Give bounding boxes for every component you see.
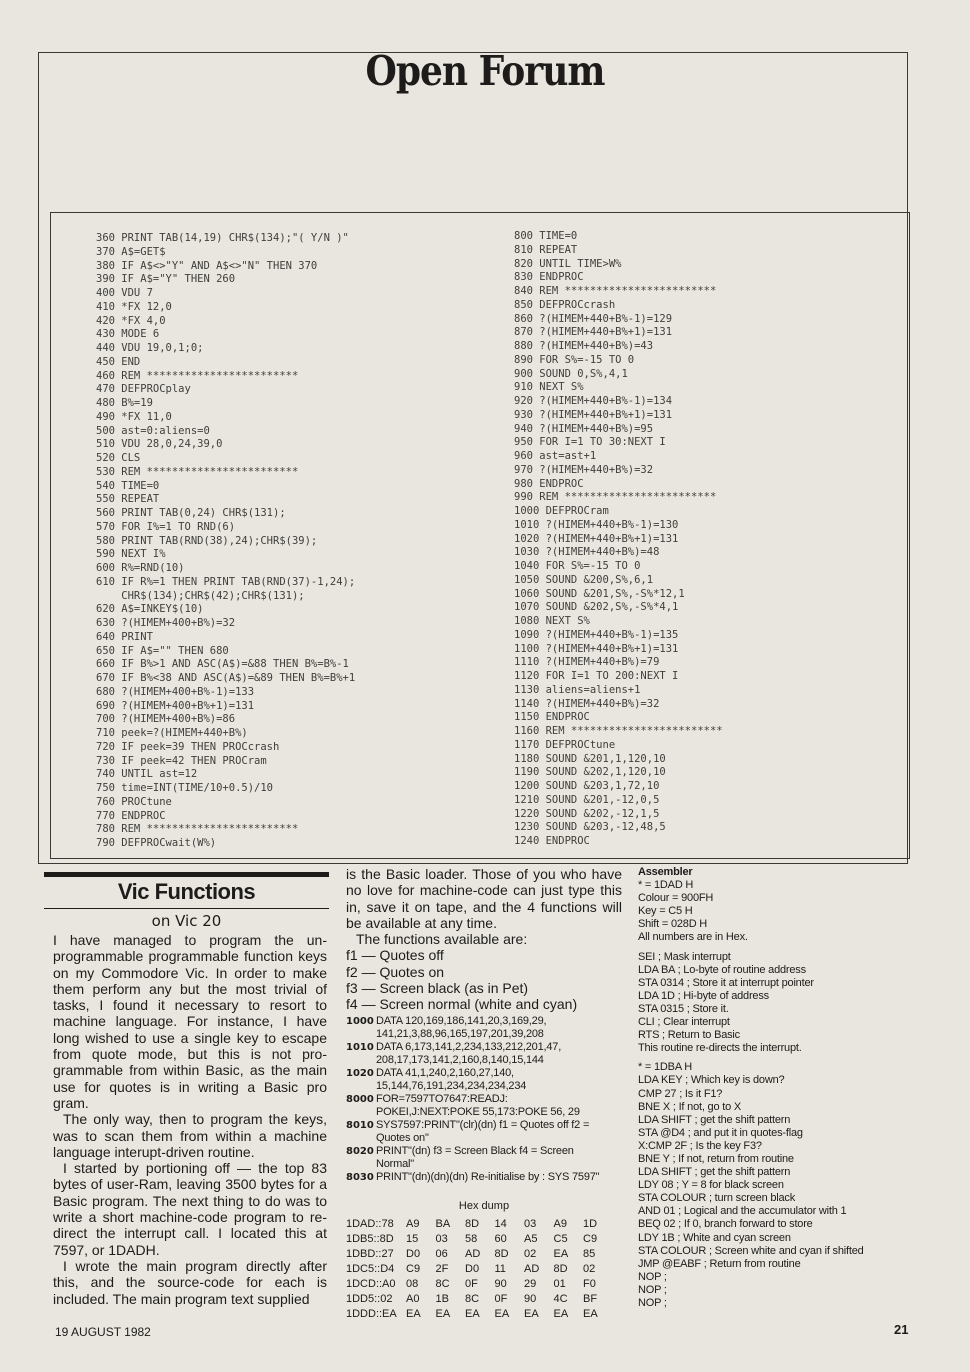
hex-address: 1DC5::D4 bbox=[346, 1263, 395, 1275]
code-line: 390 IF A$="Y" THEN 260 bbox=[96, 273, 236, 286]
line-number: 1000 bbox=[346, 1015, 374, 1027]
code-line: 1020 ?(HIMEM+440+B%+1)=131 bbox=[514, 532, 679, 545]
code-line: 720 IF peek=39 THEN PROCcrash bbox=[96, 740, 280, 753]
hex-byte: 8D bbox=[465, 1218, 480, 1230]
code-line: 430 MODE 6 bbox=[96, 328, 160, 341]
hex-address: 1DDD::EA bbox=[346, 1308, 397, 1320]
assembler-line: LDA SHIFT ; get the shift pattern bbox=[638, 1113, 791, 1126]
code-line: 1090 ?(HIMEM+440+B%-1)=135 bbox=[514, 628, 679, 641]
table-row bbox=[346, 1277, 613, 1292]
code-line: 860 ?(HIMEM+440+B%-1)=129 bbox=[514, 312, 673, 325]
article-column-1 bbox=[53, 932, 327, 1307]
hex-byte: 2F bbox=[435, 1263, 449, 1275]
assembler-title: Assembler bbox=[638, 866, 693, 878]
hex-byte: 01 bbox=[553, 1278, 566, 1290]
code-line: 790 DEFPROCwait(W%) bbox=[96, 837, 217, 849]
basic-listing-left bbox=[96, 232, 355, 851]
hex-byte: D0 bbox=[406, 1248, 421, 1260]
code-line: 1140 ?(HIMEM+440+B%)=32 bbox=[514, 697, 660, 710]
code-line: 1120 FOR I=1 TO 200:NEXT I bbox=[514, 670, 679, 682]
hex-byte: 8D bbox=[553, 1263, 568, 1275]
loader-line bbox=[346, 1132, 622, 1145]
hex-byte: 1B bbox=[435, 1293, 449, 1305]
assembler-line: SEI ; Mask interrupt bbox=[638, 950, 731, 963]
hex-address: 1DBD::27 bbox=[346, 1248, 394, 1260]
code-line: 810 REPEAT bbox=[514, 243, 578, 256]
code-line: CHR$(134);CHR$(42);CHR$(131); bbox=[96, 589, 305, 602]
hex-byte: EA bbox=[435, 1308, 451, 1320]
hex-byte: 06 bbox=[435, 1248, 448, 1260]
line-number: 8020 bbox=[346, 1145, 374, 1157]
hex-byte: 60 bbox=[494, 1233, 507, 1245]
line-number: 8010 bbox=[346, 1119, 374, 1131]
loader-line bbox=[346, 1080, 622, 1093]
code-line: 600 R%=RND(10) bbox=[96, 562, 185, 574]
code-line: 460 REM ************************ bbox=[96, 369, 299, 382]
code-line: 650 IF A$="" THEN 680 bbox=[96, 644, 229, 657]
hex-byte: EA bbox=[494, 1308, 510, 1320]
assembler-block-2 bbox=[638, 1061, 893, 1310]
line-text: PRINT"(dn)(dn)(dn) Re-initialise by : SYS 7597" bbox=[376, 1170, 600, 1183]
code-line: 470 DEFPROCplay bbox=[96, 383, 191, 396]
code-line: 730 IF peek=42 THEN PROCram bbox=[96, 754, 267, 767]
code-line: 620 A$=INKEY$(10) bbox=[96, 603, 204, 616]
list-item: f4 — Screen normal (white and cyan) bbox=[346, 996, 578, 1013]
code-line: 870 ?(HIMEM+440+B%+1)=131 bbox=[514, 326, 673, 339]
hex-byte: 29 bbox=[524, 1278, 537, 1290]
paragraph: I started by portioning off — the top 83 bytes of user-Ram, leaving 3500 bytes for a Basic program. The next thing to do was to write a short machine-code program to re-direct the interrupt call. I located this at 7597, or 1DADH. bbox=[53, 1160, 327, 1258]
code-line: 1150 ENDPROC bbox=[514, 711, 590, 724]
loader-line bbox=[346, 1093, 622, 1106]
table-row bbox=[346, 1247, 613, 1262]
hex-byte: 58 bbox=[465, 1233, 478, 1245]
line-number: 8030 bbox=[346, 1171, 374, 1183]
code-line: 700 ?(HIMEM+400+B%)=86 bbox=[96, 713, 236, 726]
code-line: 670 IF B%<38 AND ASC(A$)=&89 THEN B%=B%+1 bbox=[96, 672, 356, 684]
paragraph: I have managed to program the un-programmable programmable function keys on my Commodore Vic. In order to make them perform any but the most trivial of tasks, I found it necessary to resort to machine language. For instance, I have long wished to use a single key to escape from quote mode, but this is not pro-grammable from within Basic, as the main use for quotes is in writing a Basic pro gram. bbox=[53, 932, 327, 1111]
code-line: 770 ENDPROC bbox=[96, 809, 166, 822]
code-line: 1010 ?(HIMEM+440+B%-1)=130 bbox=[514, 518, 679, 531]
line-text: Normal" bbox=[376, 1157, 414, 1170]
line-text: 208,17,173,141,2,160,8,140,15,144 bbox=[376, 1053, 544, 1066]
code-line: 990 REM ************************ bbox=[514, 491, 717, 504]
paragraph: The only way, then to program the keys, was to scan them from within a machine language interupt-driven routine. bbox=[53, 1111, 327, 1160]
code-line: 1100 ?(HIMEM+440+B%+1)=131 bbox=[514, 642, 679, 655]
code-line: 520 CLS bbox=[96, 452, 141, 464]
assembler-line: RTS ; Return to Basic bbox=[638, 1029, 740, 1042]
hex-byte: 8C bbox=[465, 1293, 480, 1305]
assembler-block-1 bbox=[638, 951, 893, 1056]
line-number bbox=[346, 1028, 376, 1041]
assembler-line: STA COLOUR ; Screen white and cyan if shifted bbox=[638, 1244, 864, 1257]
code-line: 880 ?(HIMEM+440+B%)=43 bbox=[514, 340, 654, 352]
paragraph: The functions available are: bbox=[356, 931, 528, 948]
code-line: 500 ast=0:aliens=0 bbox=[96, 424, 210, 437]
hex-byte: EA bbox=[583, 1308, 598, 1320]
basic-loader-listing bbox=[346, 1015, 622, 1184]
code-line: 1000 DEFPROCram bbox=[514, 505, 609, 517]
assembler-line: STA @D4 ; and put it in quotes-flag bbox=[638, 1126, 803, 1139]
function-list bbox=[346, 947, 622, 1012]
line-number bbox=[346, 1132, 376, 1145]
assembler-line: LDY 1B ; White and cyan screen bbox=[638, 1231, 791, 1244]
hex-dump-table bbox=[346, 1217, 613, 1322]
hex-byte: 0F bbox=[494, 1293, 508, 1305]
code-line: 890 FOR S%=-15 TO 0 bbox=[514, 353, 635, 366]
article-column-2 bbox=[346, 866, 622, 1184]
hex-byte: 14 bbox=[494, 1218, 507, 1230]
loader-line bbox=[346, 1106, 622, 1119]
hex-address: 1DCD::A0 bbox=[346, 1278, 396, 1290]
page-number: 21 bbox=[894, 1322, 909, 1337]
line-text: PRINT"(dn) f3 = Screen Black f4 = Screen bbox=[376, 1144, 574, 1157]
assembler-line: BNE X ; If not, go to X bbox=[638, 1100, 742, 1113]
code-line: 590 NEXT I% bbox=[96, 548, 166, 561]
hex-byte: EA bbox=[406, 1308, 421, 1320]
assembler-line: LDA BA ; Lo-byte of routine address bbox=[638, 963, 806, 976]
hex-address: 1DAD::78 bbox=[346, 1218, 394, 1230]
hex-byte: C5 bbox=[553, 1233, 568, 1245]
list-item: f2 — Quotes on bbox=[346, 963, 445, 980]
loader-line bbox=[346, 1067, 622, 1080]
code-line: 570 FOR I%=1 TO RND(6) bbox=[96, 520, 236, 533]
list-item: f1 — Quotes off bbox=[346, 947, 444, 964]
code-line: 930 ?(HIMEM+440+B%+1)=131 bbox=[514, 408, 673, 421]
code-line: 1030 ?(HIMEM+440+B%)=48 bbox=[514, 546, 660, 559]
hex-byte: EA bbox=[553, 1308, 569, 1320]
code-line: 380 IF A$<>"Y" AND A$<>"N" THEN 370 bbox=[96, 259, 318, 272]
assembler-line: All numbers are in Hex. bbox=[638, 931, 748, 944]
assembler-line: * = 1DAD H bbox=[638, 879, 694, 892]
assembler-line: BEQ 02 ; If 0, branch forward to store bbox=[638, 1218, 813, 1231]
hex-byte: AD bbox=[524, 1263, 540, 1275]
code-line: 410 *FX 12,0 bbox=[96, 300, 172, 313]
paragraph: is the Basic loader. Those of you who have no love for machine-code can just type this in, save it on tape, and the 4 functions will be available at any time. bbox=[346, 866, 622, 931]
hex-byte: F0 bbox=[583, 1278, 596, 1290]
assembler-line: STA 0315 ; Store it. bbox=[638, 1002, 729, 1015]
hex-byte: A0 bbox=[406, 1293, 420, 1305]
assembler-line: LDA KEY ; Which key is down? bbox=[638, 1074, 785, 1087]
article-subtitle: on Vic 20 bbox=[151, 912, 222, 930]
hex-byte: BA bbox=[435, 1218, 451, 1230]
code-line: 610 IF R%=1 THEN PRINT TAB(RND(37)-1,24); bbox=[96, 575, 356, 588]
table-row bbox=[346, 1307, 613, 1322]
code-line: 840 REM ************************ bbox=[514, 285, 717, 297]
hex-address: 1DB5::8D bbox=[346, 1233, 394, 1245]
assembler-line: NOP ; bbox=[638, 1283, 667, 1296]
loader-line bbox=[346, 1028, 622, 1041]
loader-line bbox=[346, 1119, 622, 1132]
list-item: f3 — Screen black (as in Pet) bbox=[346, 980, 529, 997]
heading-rule bbox=[44, 908, 329, 909]
code-line: 490 *FX 11,0 bbox=[96, 410, 172, 423]
hex-byte: BF bbox=[583, 1293, 598, 1305]
code-line: 960 ast=ast+1 bbox=[514, 450, 597, 462]
basic-listing-right bbox=[514, 230, 723, 849]
hex-byte: 08 bbox=[406, 1278, 419, 1290]
hex-address: 1DD5::02 bbox=[346, 1293, 393, 1305]
code-line: 1220 SOUND &202,-12,1,5 bbox=[514, 807, 660, 820]
code-line: 660 IF B%>1 AND ASC(A$)=&88 THEN B%=B%-1 bbox=[96, 658, 349, 671]
code-line: 480 B%=19 bbox=[96, 397, 153, 409]
line-text: DATA 41,1,240,2,160,27,140, bbox=[376, 1066, 514, 1079]
line-text: DATA 6,173,141,2,234,133,212,201,47, bbox=[376, 1040, 562, 1053]
code-line: 510 VDU 28,0,24,39,0 bbox=[96, 438, 223, 451]
code-line: 940 ?(HIMEM+440+B%)=95 bbox=[514, 422, 654, 435]
line-number bbox=[346, 1054, 376, 1067]
hex-byte: A9 bbox=[406, 1218, 420, 1230]
hex-dump-title: Hex dump bbox=[458, 1200, 510, 1212]
heading-bar bbox=[44, 872, 329, 877]
line-text: FOR=7597TO7647:READJ: bbox=[376, 1092, 508, 1105]
assembler-line: This routine re-directs the interrupt. bbox=[638, 1042, 802, 1055]
hex-byte: EA bbox=[465, 1308, 480, 1320]
assembler-line: LDA SHIFT ; get the shift pattern bbox=[638, 1166, 791, 1179]
assembler-header bbox=[638, 879, 893, 944]
assembler-line: NOP ; bbox=[638, 1270, 667, 1283]
code-line: 540 TIME=0 bbox=[96, 479, 160, 492]
hex-byte: A9 bbox=[553, 1218, 567, 1230]
assembler-line: NOP ; bbox=[638, 1297, 667, 1309]
code-line: 440 VDU 19,0,1;0; bbox=[96, 342, 204, 354]
assembler-line: AND 01 ; Logical and the accumulator with 1 bbox=[638, 1205, 847, 1218]
code-line: 900 SOUND 0,S%,4,1 bbox=[514, 367, 628, 380]
masthead: Open Forum bbox=[365, 46, 605, 96]
code-line: 640 PRINT bbox=[96, 630, 153, 643]
line-number: 1020 bbox=[346, 1067, 374, 1079]
hex-byte: 90 bbox=[524, 1293, 537, 1305]
line-text: 15,144,76,191,234,234,234,234 bbox=[376, 1079, 527, 1092]
code-line: 680 ?(HIMEM+400+B%-1)=133 bbox=[96, 685, 255, 698]
code-line: 370 A$=GET$ bbox=[96, 245, 166, 258]
issue-date: 19 AUGUST 1982 bbox=[55, 1325, 151, 1339]
code-line: 580 PRINT TAB(RND(38),24);CHR$(39); bbox=[96, 534, 318, 547]
code-line: 850 DEFPROCcrash bbox=[514, 298, 616, 311]
code-line: 830 ENDPROC bbox=[514, 271, 584, 284]
line-text: 141,21,3,88,96,165,197,201,39,208 bbox=[376, 1027, 544, 1040]
hex-byte: 8D bbox=[494, 1248, 509, 1260]
assembler-line: JMP @EABF ; Return from routine bbox=[638, 1257, 801, 1270]
article-title: Vic Functions bbox=[117, 879, 256, 904]
code-line: 1130 aliens=aliens+1 bbox=[514, 683, 641, 696]
code-line: 400 VDU 7 bbox=[96, 287, 153, 299]
code-line: 560 PRINT TAB(0,24) CHR$(131); bbox=[96, 507, 286, 519]
hex-byte: D0 bbox=[465, 1263, 480, 1275]
code-line: 760 PROCtune bbox=[96, 795, 172, 808]
line-text: DATA 120,169,186,141,20,3,169,29, bbox=[376, 1014, 547, 1027]
code-line: 1170 DEFPROCtune bbox=[514, 738, 616, 751]
code-line: 550 REPEAT bbox=[96, 493, 160, 506]
code-line: 710 peek=?(HIMEM+440+B%) bbox=[96, 727, 248, 739]
hex-byte: AD bbox=[465, 1248, 481, 1260]
line-number bbox=[346, 1158, 376, 1171]
hex-byte: C9 bbox=[406, 1263, 421, 1275]
hex-byte: C9 bbox=[583, 1233, 598, 1245]
loader-line bbox=[346, 1041, 622, 1054]
code-line: 1230 SOUND &203,-12,48,5 bbox=[514, 821, 666, 834]
code-line: 1040 FOR S%=-15 TO 0 bbox=[514, 560, 641, 572]
hex-byte: 02 bbox=[524, 1248, 537, 1260]
code-line: 780 REM ************************ bbox=[96, 823, 299, 836]
code-line: 910 NEXT S% bbox=[514, 381, 584, 394]
code-line: 1210 SOUND &201,-12,0,5 bbox=[514, 793, 660, 806]
loader-line bbox=[346, 1145, 622, 1158]
line-number bbox=[346, 1080, 376, 1093]
hex-byte: 8C bbox=[435, 1278, 450, 1290]
assembler-line: LDA 1D ; Hi-byte of address bbox=[638, 989, 769, 1002]
assembler-line: * = 1DBA H bbox=[638, 1061, 692, 1074]
code-line: 1200 SOUND &203,1,72,10 bbox=[514, 780, 660, 792]
code-line: 1110 ?(HIMEM+440+B%)=79 bbox=[514, 656, 660, 669]
code-line: 970 ?(HIMEM+440+B%)=32 bbox=[514, 463, 654, 476]
hex-byte: EA bbox=[524, 1308, 539, 1320]
code-line: 1240 ENDPROC bbox=[514, 835, 590, 847]
assembler-line: Colour = 900FH bbox=[638, 892, 714, 905]
hex-byte: A5 bbox=[524, 1233, 538, 1245]
code-line: 950 FOR I=1 TO 30:NEXT I bbox=[514, 436, 666, 449]
table-row bbox=[346, 1217, 613, 1232]
code-line: 820 UNTIL TIME>W% bbox=[514, 257, 622, 270]
assembler-line: STA 0314 ; Store it at interrupt pointer bbox=[638, 976, 814, 989]
hex-byte: 90 bbox=[494, 1278, 507, 1290]
table-row bbox=[346, 1232, 613, 1247]
assembler-line: LDY 08 ; Y = 8 for black screen bbox=[638, 1179, 784, 1192]
line-number bbox=[346, 1106, 376, 1119]
loader-line bbox=[346, 1171, 622, 1184]
code-line: 1080 NEXT S% bbox=[514, 615, 590, 627]
assembler-line: Key = C5 H bbox=[638, 905, 693, 918]
code-line: 750 time=INT(TIME/10+0.5)/10 bbox=[96, 782, 274, 794]
line-number: 1010 bbox=[346, 1041, 374, 1053]
hex-byte: 1D bbox=[583, 1218, 598, 1230]
code-line: 1070 SOUND &202,S%,-S%*4,1 bbox=[514, 601, 679, 614]
assembler-line: X:CMP 2F ; Is the key F3? bbox=[638, 1139, 762, 1152]
paragraph: I wrote the main program directly after this, and the source-code for each is included. The main program text supplied bbox=[53, 1257, 327, 1307]
hex-byte: 15 bbox=[406, 1233, 419, 1245]
code-line: 690 ?(HIMEM+400+B%+1)=131 bbox=[96, 699, 255, 712]
assembler-line: STA COLOUR ; turn screen black bbox=[638, 1192, 796, 1205]
code-line: 740 UNTIL ast=12 bbox=[96, 768, 198, 781]
assembler-line: BNE Y ; If not, return from routine bbox=[638, 1152, 794, 1165]
hex-byte: 0F bbox=[465, 1278, 478, 1290]
code-line: 1060 SOUND &201,S%,-S%*12,1 bbox=[514, 587, 685, 600]
hex-byte: 03 bbox=[524, 1218, 537, 1230]
assembler-line: Shift = 028D H bbox=[638, 918, 708, 931]
assembler-column bbox=[638, 866, 893, 1310]
hex-byte: 02 bbox=[583, 1263, 596, 1275]
hex-byte: 03 bbox=[435, 1233, 448, 1245]
hex-byte: 85 bbox=[583, 1248, 596, 1260]
table-row bbox=[346, 1292, 613, 1307]
line-text: POKEI,J:NEXT:POKE 55,173:POKE 56, 29 bbox=[376, 1105, 580, 1118]
table-row bbox=[346, 1262, 613, 1277]
loader-line bbox=[346, 1015, 622, 1028]
hex-byte: 11 bbox=[494, 1263, 506, 1275]
code-line: 360 PRINT TAB(14,19) CHR$(134);"( Y/N )" bbox=[96, 232, 349, 244]
loader-line bbox=[346, 1158, 622, 1171]
code-line: 800 TIME=0 bbox=[514, 230, 578, 242]
code-line: 920 ?(HIMEM+440+B%-1)=134 bbox=[514, 395, 673, 407]
assembler-line: CMP 27 ; Is it F1? bbox=[638, 1087, 723, 1100]
assembler-line: CLI ; Clear interrupt bbox=[638, 1016, 730, 1029]
loader-line bbox=[346, 1054, 622, 1067]
line-text: SYS7597:PRINT"(clr)(dn) f1 = Quotes off f2 = bbox=[376, 1118, 590, 1131]
code-line: 530 REM ************************ bbox=[96, 465, 299, 478]
code-line: 1050 SOUND &200,S%,6,1 bbox=[514, 573, 654, 586]
hex-byte: 4C bbox=[553, 1293, 568, 1305]
code-line: 420 *FX 4,0 bbox=[96, 314, 166, 327]
code-line: 1160 REM ************************ bbox=[514, 725, 723, 737]
code-line: 450 END bbox=[96, 355, 141, 368]
code-line: 1180 SOUND &201,1,120,10 bbox=[514, 752, 666, 765]
code-line: 1190 SOUND &202,1,120,10 bbox=[514, 766, 666, 779]
line-text: Quotes on" bbox=[376, 1131, 429, 1144]
hex-byte: EA bbox=[553, 1248, 569, 1260]
code-line: 630 ?(HIMEM+400+B%)=32 bbox=[96, 617, 236, 629]
line-number: 8000 bbox=[346, 1093, 374, 1105]
code-line: 980 ENDPROC bbox=[514, 477, 584, 490]
